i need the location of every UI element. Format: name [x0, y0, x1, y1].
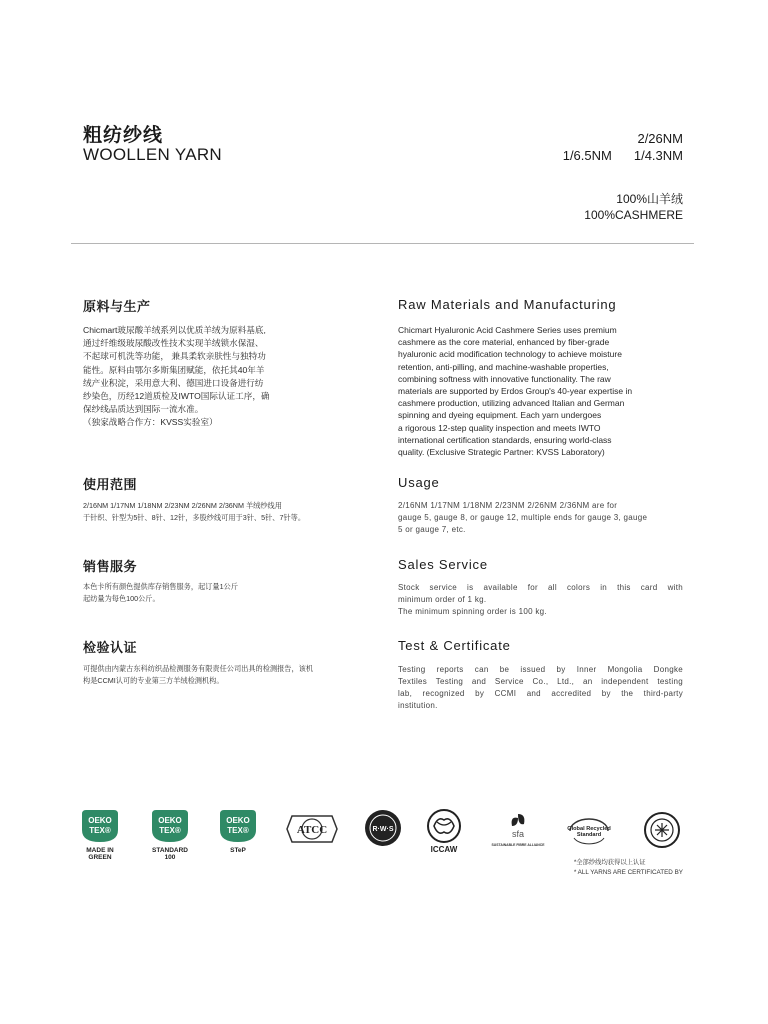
- section-body-raw-en: [398, 324, 693, 458]
- section-title-usage-en: Usage: [398, 475, 440, 490]
- oeko-tex-badge-icon: [218, 808, 258, 844]
- iccaw-icon: [422, 808, 466, 854]
- text-line: materials are supported by Erdos Group's 40-year expertise in: [398, 386, 633, 397]
- text-line: retention, anti-pilling, and machine-washable properties,: [398, 361, 609, 372]
- caption-line: STANDARD: [152, 847, 188, 854]
- rws-seal-icon: [363, 808, 403, 848]
- text-line: 通过纤维级玻尿酸改性技术实现羊绒锁水保湿、: [83, 338, 264, 349]
- text-line: Chicmart玻尿酸羊绒系列以优质羊绒为原料基底,: [83, 325, 266, 335]
- atcc-icon: [285, 814, 339, 844]
- section-body-test-en: [398, 664, 683, 712]
- caption-line: STeP: [230, 847, 246, 854]
- text-line: Textiles Testing and Service Co., Ltd., an independent testing: [398, 677, 683, 686]
- text-line: 保纱线品质达到国际一流水准。: [83, 404, 204, 415]
- logo-caption: [86, 847, 113, 861]
- oeko-word: OEKO: [158, 816, 182, 825]
- certification-seal-icon: [642, 810, 682, 850]
- sfa-text: sfa: [511, 829, 525, 839]
- logo-caption: [152, 847, 188, 861]
- text-line: 构是CCMI认可的专业第三方羊绒检测机构。: [83, 676, 224, 685]
- yarn-counts: [563, 130, 683, 164]
- text-line: a rigorous 12-step quality inspection and meets IWTO: [398, 422, 601, 433]
- text-line: cashmere as the core material, enhanced by fiber-grade: [398, 337, 610, 348]
- section-body-usage-cn: [83, 500, 383, 524]
- china-certification-seal-logo: [642, 810, 682, 850]
- logo-caption: [230, 847, 246, 854]
- oeko-word: OEKO: [226, 816, 250, 825]
- text-line: 不起球可机洗等功能， 兼具柔软亲肤性与独特功: [83, 351, 266, 362]
- count-line-2: [563, 147, 683, 164]
- iccaw-text: ICCAW: [430, 845, 458, 854]
- tex-word: TEX®: [159, 826, 181, 835]
- text-line: 能性。原料由鄂尔多斯集团赋能，依托其40年羊: [83, 364, 265, 375]
- oeko-tex-badge-icon: [150, 808, 190, 844]
- caption-line: MADE IN: [86, 847, 114, 854]
- text-line: The minimum spinning order is 100 kg.: [398, 607, 547, 616]
- text-line: Stock service is available for all colors in this card with: [398, 583, 683, 592]
- section-title-test-en: Test & Certificate: [398, 638, 511, 653]
- text-line: spinning and dyeing equipment. Each yarn undergoes: [398, 410, 602, 421]
- text-line: 可提供由内蒙古东科纺织品检测服务有限责任公司出具的检测报告，该机: [83, 664, 314, 673]
- text-line: 起纺量为每色100公斤。: [83, 594, 160, 603]
- sfa-logo: [488, 810, 548, 850]
- text-line: quality. (Exclusive Strategic Partner: KVSS Laboratory): [398, 447, 605, 458]
- section-title-raw-cn: 原料与生产: [83, 299, 151, 314]
- section-body-raw-cn: [83, 324, 333, 430]
- section-title-sales-en: Sales Service: [398, 557, 488, 572]
- tex-word: TEX®: [89, 826, 111, 835]
- iccaw-logo: [422, 808, 466, 854]
- sfa-leaf-icon: [488, 810, 548, 850]
- text-line: （独家战略合作方：KVSS实验室）: [83, 417, 218, 428]
- tex-word: TEX®: [227, 826, 249, 835]
- certification-note: [574, 858, 683, 878]
- text-line: 2/16NM 1/17NM 1/18NM 2/23NM 2/26NM 2/36NM are for: [398, 501, 618, 510]
- oeko-tex-step-logo: [218, 808, 258, 854]
- grs-logo: [560, 816, 618, 846]
- certification-note-cn: *全部纱线均获得以上认证: [573, 859, 646, 866]
- text-line: 5 or gauge 7, etc.: [398, 525, 466, 534]
- section-title-sales-cn: 销售服务: [83, 559, 138, 574]
- count-line-1: [563, 130, 683, 147]
- caption-line: GREEN: [88, 854, 112, 861]
- section-title-usage-cn: 使用范围: [83, 477, 138, 492]
- atcc-text: ATCC: [296, 824, 328, 836]
- oeko-tex-standard-100-logo: [150, 808, 190, 861]
- rws-text: R·W·S: [372, 826, 394, 833]
- grs-globe-icon: [560, 816, 618, 846]
- count-value: 1/4.3NM: [633, 148, 683, 163]
- divider: [71, 243, 694, 244]
- page-title-en: WOOLLEN YARN: [83, 145, 223, 164]
- text-line: cashmere production, utilizing advanced Italian and German: [398, 398, 625, 409]
- text-line: institution.: [398, 701, 438, 710]
- section-body-test-cn: [83, 663, 383, 687]
- grs-line1: Global Recycled: [567, 826, 611, 832]
- text-line: 本色卡所有颜色提供库存销售服务，起订量1公斤: [83, 582, 238, 591]
- atcc-logo: [285, 814, 339, 844]
- count-value: 1/6.5NM: [562, 148, 612, 163]
- page-title-cn: 粗纺纱线: [83, 125, 164, 146]
- oeko-word: OEKO: [88, 816, 112, 825]
- text-line: combining softness with innovative functionality. The raw: [398, 373, 611, 384]
- grs-line2: Standard: [576, 832, 602, 838]
- rws-logo: [363, 808, 403, 848]
- text-line: gauge 5, gauge 8, or gauge 12, multiple ends for gauge 3, gauge: [398, 513, 648, 522]
- oeko-tex-made-in-green-logo: [80, 808, 120, 861]
- count-value: 2/26NM: [637, 131, 683, 146]
- text-line: Testing reports can be issued by Inner Mongolia Dongke: [398, 665, 683, 674]
- fiber-content: [584, 191, 683, 223]
- text-line: lab, recognized by CCMI and accredited by the third-party: [398, 689, 683, 698]
- text-line: hyaluronic acid modification technology to achieve moisture: [398, 349, 622, 360]
- section-body-usage-en: [398, 500, 688, 536]
- fiber-content-en: 100%CASHMERE: [584, 208, 683, 222]
- certification-note-en: * ALL YARNS ARE CERTIFICATED BY: [573, 869, 683, 876]
- fiber-content-cn: 100%山羊绒: [616, 192, 683, 206]
- text-line: 纱染色，历经12道质检及IWTO国际认证工序，确: [83, 391, 270, 402]
- oeko-tex-badge-icon: [80, 808, 120, 844]
- section-body-sales-cn: [83, 581, 383, 605]
- text-line: Chicmart Hyaluronic Acid Cashmere Series uses premium: [398, 325, 617, 335]
- section-title-test-cn: 检验认证: [83, 640, 138, 655]
- sfa-caption: SUSTAINABLE FIBRE ALLIANCE: [491, 843, 545, 847]
- text-line: international certification standards, ensuring world-class: [398, 434, 612, 445]
- text-line: minimum order of 1 kg.: [398, 595, 487, 604]
- caption-line: 100: [164, 854, 176, 861]
- section-body-sales-en: [398, 582, 683, 618]
- text-line: 2/16NM 1/17NM 1/18NM 2/23NM 2/26NM 2/36NM 羊绒纱线用: [83, 501, 282, 510]
- text-line: 于针织、针型为5针、8针、12针，多股纱线可用于3针、5针、7针等。: [83, 513, 306, 522]
- section-title-raw-en: Raw Materials and Manufacturing: [398, 297, 617, 312]
- text-line: 绒产业积淀，采用意大利、德国进口设备进行纺: [83, 377, 264, 388]
